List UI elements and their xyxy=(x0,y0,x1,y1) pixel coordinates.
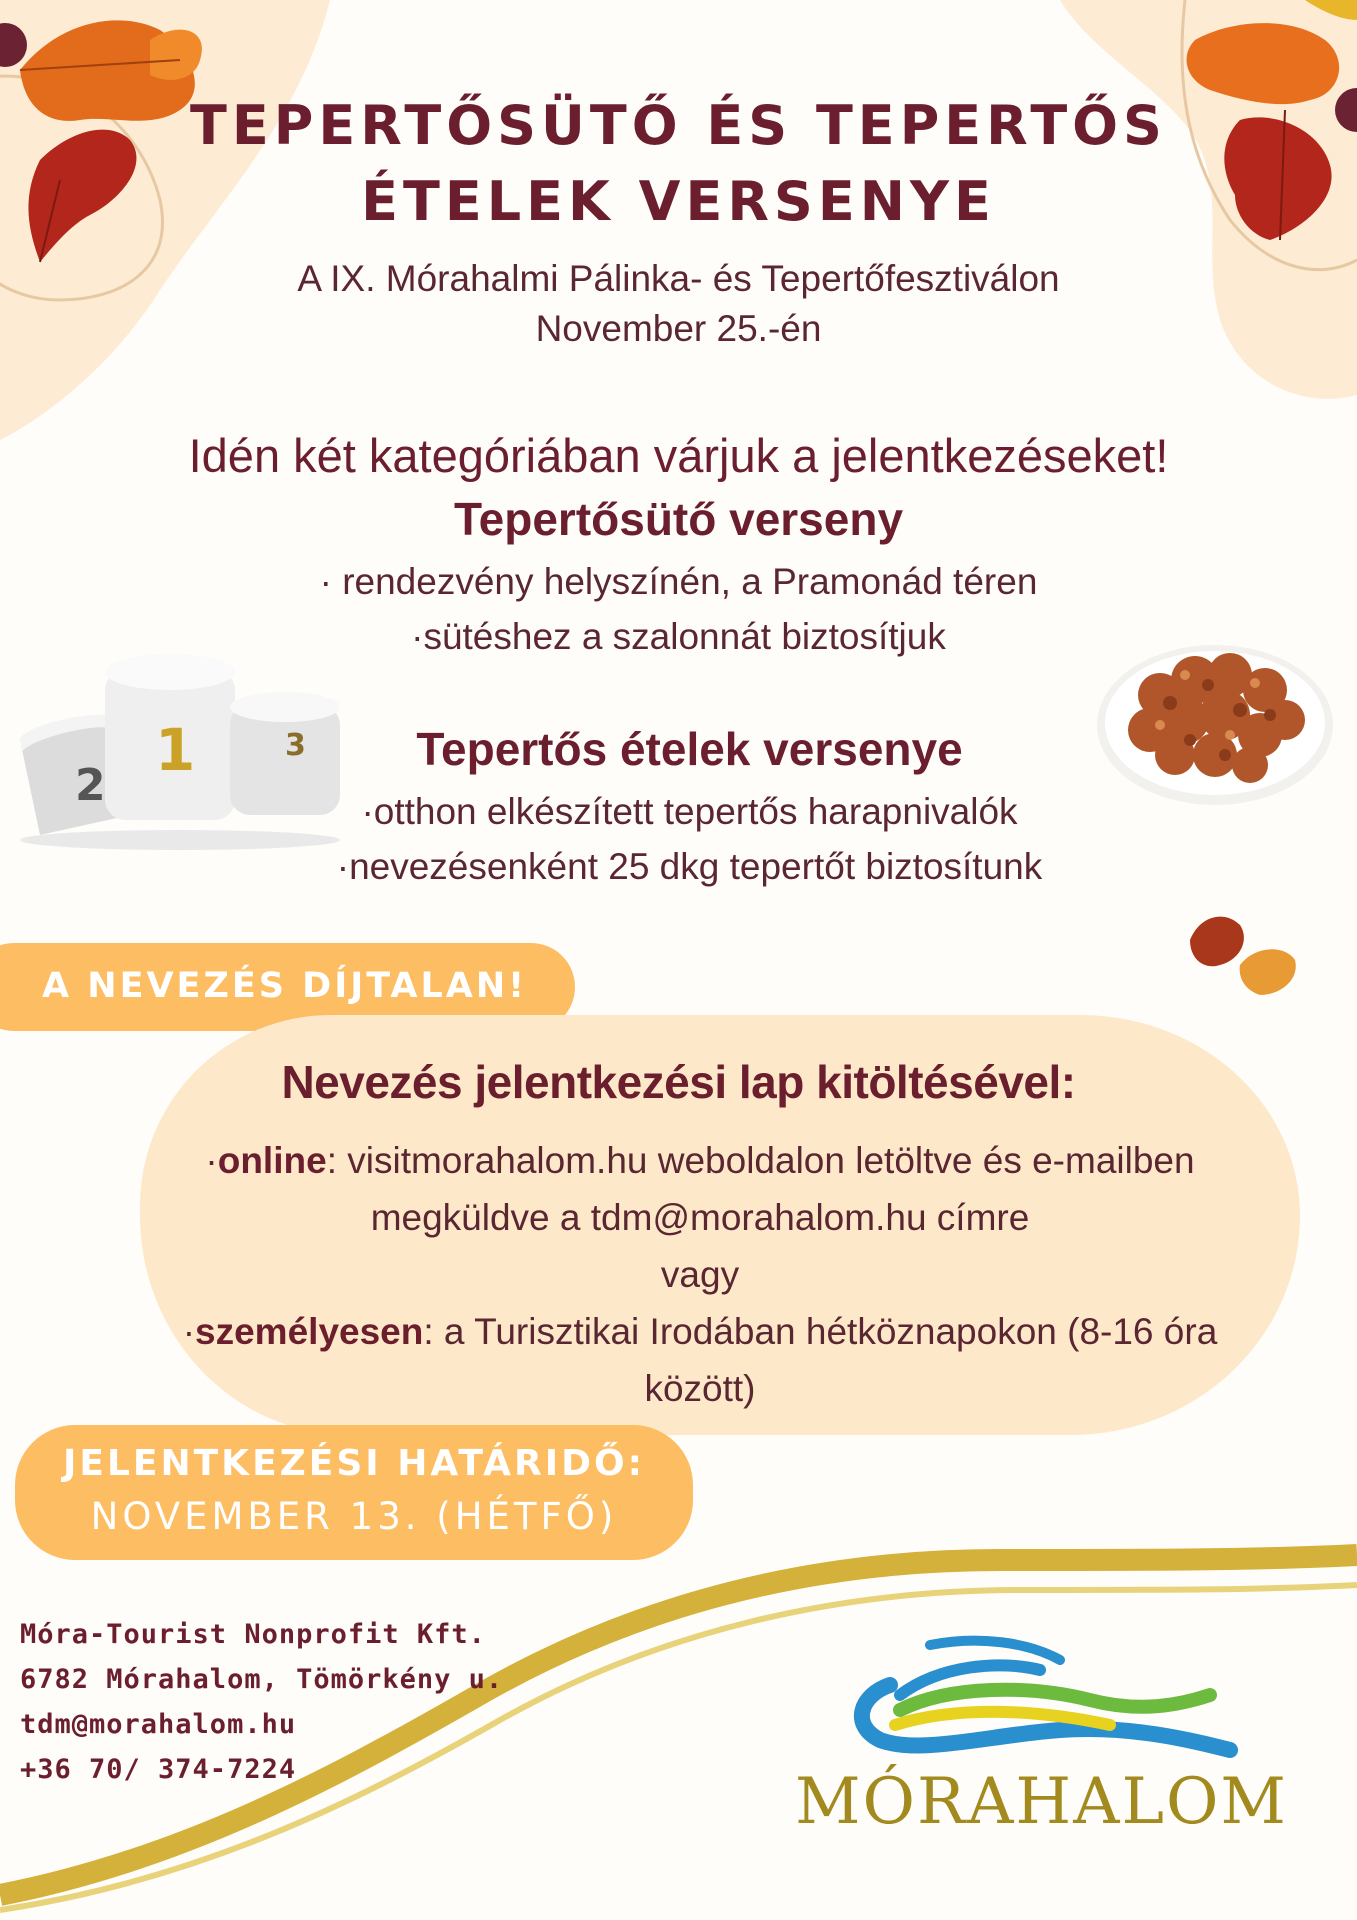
subtitle-event: A IX. Mórahalmi Pálinka- és Tepertőfesztiválon xyxy=(297,258,1060,299)
podium-label-3: 3 xyxy=(285,728,306,763)
category-2-title: Tepertős ételek versenye xyxy=(416,723,963,775)
personal-text: : a Turisztikai Irodában hétköznapokon (8-16 óra között) xyxy=(423,1311,1218,1409)
category-2-bullet-1: ·otthon elkészített tepertős harapnivalók xyxy=(361,791,1018,832)
deadline-badge xyxy=(15,1425,693,1560)
cracklings-plate-image xyxy=(1090,615,1340,815)
free-entry-text: A NEVEZÉS DÍJTALAN! xyxy=(42,966,528,1006)
small-leaves-right xyxy=(1190,917,1296,995)
contact-address: 6782 Mórahalom, Tömörkény u. xyxy=(20,1664,504,1695)
podium-label-2: 2 xyxy=(75,760,106,811)
subtitle-date: November 25.-én xyxy=(535,308,822,349)
online-label: online xyxy=(217,1140,327,1181)
page-title xyxy=(0,88,1357,240)
deadline-label: JELENTKEZÉSI HATÁRIDŐ: xyxy=(62,1443,646,1484)
contact-email[interactable]: tdm@morahalom.hu xyxy=(20,1709,297,1740)
contact-block xyxy=(20,1612,503,1792)
contact-phone[interactable]: +36 70/ 374-7224 xyxy=(20,1754,297,1785)
category-1-title: Tepertősütő verseny xyxy=(453,493,904,545)
category-2-bullet-2: ·nevezésenként 25 dkg tepertőt biztosítunk xyxy=(336,846,1043,887)
morahalom-logo-icon xyxy=(830,1625,1250,1765)
category-1-bullet-1: · rendezvény helyszínén, a Pramonád téren xyxy=(319,561,1038,602)
deadline-date: NOVEMBER 13. (HÉTFŐ) xyxy=(90,1495,618,1538)
or-text: vagy xyxy=(660,1254,740,1295)
online-text: : visitmorahalom.hu weboldalon letöltve és e-mailben megküldve a tdm@morahalom.hu címre xyxy=(326,1140,1195,1238)
title-line-1: TEPERTŐSÜTŐ ÉS TEPERTŐS xyxy=(190,94,1167,157)
registration-details: ·online: visitmorahalom.hu weboldalon letöltve és e-mailben megküldve a tdm@morahalom.hu címre vagy ·személyesen: a Turisztikai Irodában hétköznapokon (8-16 óra között) xyxy=(150,1132,1250,1417)
contact-org: Móra-Tourist Nonprofit Kft. xyxy=(20,1619,486,1650)
title-line-2: ÉTELEK VERSENYE xyxy=(361,170,996,233)
category-1-bullet-2: ·sütéshez a szalonnát biztosítjuk xyxy=(411,616,946,657)
podium-label-1: 1 xyxy=(155,716,196,784)
podium-image xyxy=(10,650,350,850)
morahalom-logo-text: MÓRAHALOM xyxy=(795,1765,1288,1839)
lead-text: Idén két kategóriában várjuk a jelentkezéseket! xyxy=(188,429,1169,482)
registration-title: Nevezés jelentkezési lap kitöltésével: xyxy=(281,1056,1076,1108)
personal-label: személyesen xyxy=(195,1311,424,1352)
